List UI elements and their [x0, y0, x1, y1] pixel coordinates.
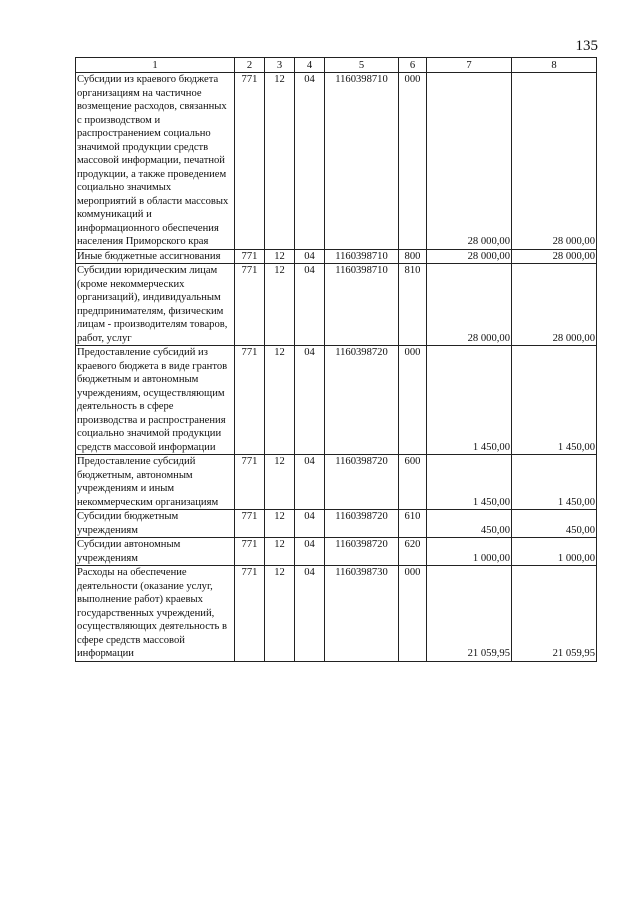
- cell-amount-8: 28 000,00: [512, 264, 597, 346]
- table-row: [76, 538, 597, 566]
- row-name: Субсидии бюджетным учреждениям: [76, 510, 235, 538]
- column-header: 6: [399, 58, 427, 73]
- cell-target-article: 1160398710: [325, 73, 399, 250]
- cell-ministry: 771: [235, 566, 265, 662]
- cell-subsection: 04: [295, 566, 325, 662]
- cell-expense-type: 000: [399, 566, 427, 662]
- row-name: Иные бюджетные ассигнования: [76, 249, 235, 264]
- cell-amount-8: 21 059,95: [512, 566, 597, 662]
- cell-expense-type: 800: [399, 249, 427, 264]
- table-row: [76, 249, 597, 264]
- cell-amount-7: 28 000,00: [427, 264, 512, 346]
- row-name: Субсидии автономным учреждениям: [76, 538, 235, 566]
- cell-expense-type: 000: [399, 73, 427, 250]
- cell-expense-type: 610: [399, 510, 427, 538]
- table-row: [76, 455, 597, 510]
- cell-target-article: 1160398720: [325, 455, 399, 510]
- cell-ministry: 771: [235, 510, 265, 538]
- row-name: Предоставление субсидий бюджетным, автономным учреждениям и иным некоммерческим организациям: [76, 455, 235, 510]
- row-name: Предоставление субсидий из краевого бюджета в виде грантов бюджетным и автономным учреждениям, осуществляющим деятельность в сфере производства и распространения социально значимой продукции средств массовой информации: [76, 346, 235, 455]
- cell-ministry: 771: [235, 264, 265, 346]
- cell-amount-7: 450,00: [427, 510, 512, 538]
- cell-amount-8: 1 450,00: [512, 346, 597, 455]
- table-row: [76, 510, 597, 538]
- cell-subsection: 04: [295, 455, 325, 510]
- cell-amount-7: 28 000,00: [427, 73, 512, 250]
- cell-amount-8: 28 000,00: [512, 249, 597, 264]
- column-header: 1: [76, 58, 235, 73]
- cell-amount-8: 28 000,00: [512, 73, 597, 250]
- cell-section: 12: [265, 249, 295, 264]
- table-row: [76, 346, 597, 455]
- budget-table: [75, 57, 597, 662]
- cell-ministry: 771: [235, 73, 265, 250]
- cell-amount-8: 450,00: [512, 510, 597, 538]
- cell-ministry: 771: [235, 455, 265, 510]
- cell-target-article: 1160398710: [325, 249, 399, 264]
- cell-amount-8: 1 450,00: [512, 455, 597, 510]
- row-name: Расходы на обеспечение деятельности (оказание услуг, выполнение работ) краевых государственных учреждений, осуществляющих деятельность в сфере средств массовой информации: [76, 566, 235, 662]
- cell-subsection: 04: [295, 538, 325, 566]
- table-header-row: [76, 58, 597, 73]
- cell-ministry: 771: [235, 346, 265, 455]
- cell-subsection: 04: [295, 510, 325, 538]
- column-header: 5: [325, 58, 399, 73]
- cell-section: 12: [265, 538, 295, 566]
- cell-subsection: 04: [295, 346, 325, 455]
- row-name: Субсидии из краевого бюджета организациям на частичное возмещение расходов, связанных с производством и распространением социально значимой продукции средств массовой информации, печатной продукции, а также проведением социально значимых мероприятий в области массовых коммуникаций и информационного обеспечения населения Приморского края: [76, 73, 235, 250]
- cell-target-article: 1160398720: [325, 346, 399, 455]
- cell-target-article: 1160398720: [325, 510, 399, 538]
- cell-amount-7: 21 059,95: [427, 566, 512, 662]
- table-row: [76, 566, 597, 662]
- cell-amount-7: 1 450,00: [427, 455, 512, 510]
- cell-amount-7: 1 450,00: [427, 346, 512, 455]
- cell-subsection: 04: [295, 73, 325, 250]
- cell-section: 12: [265, 346, 295, 455]
- cell-expense-type: 000: [399, 346, 427, 455]
- cell-subsection: 04: [295, 264, 325, 346]
- cell-ministry: 771: [235, 249, 265, 264]
- cell-section: 12: [265, 264, 295, 346]
- cell-section: 12: [265, 510, 295, 538]
- cell-section: 12: [265, 566, 295, 662]
- column-header: 3: [265, 58, 295, 73]
- cell-target-article: 1160398710: [325, 264, 399, 346]
- cell-ministry: 771: [235, 538, 265, 566]
- table-row: [76, 73, 597, 250]
- cell-section: 12: [265, 73, 295, 250]
- column-header: 2: [235, 58, 265, 73]
- cell-subsection: 04: [295, 249, 325, 264]
- cell-target-article: 1160398730: [325, 566, 399, 662]
- cell-target-article: 1160398720: [325, 538, 399, 566]
- cell-expense-type: 600: [399, 455, 427, 510]
- page-number: 135: [575, 38, 598, 54]
- row-name: Субсидии юридическим лицам (кроме некоммерческих организаций), индивидуальным предпринимателям, физическим лицам - производителям товаров, работ, услуг: [76, 264, 235, 346]
- cell-amount-7: 1 000,00: [427, 538, 512, 566]
- column-header: 8: [512, 58, 597, 73]
- cell-expense-type: 810: [399, 264, 427, 346]
- table-row: [76, 264, 597, 346]
- cell-section: 12: [265, 455, 295, 510]
- column-header: 7: [427, 58, 512, 73]
- cell-expense-type: 620: [399, 538, 427, 566]
- cell-amount-8: 1 000,00: [512, 538, 597, 566]
- column-header: 4: [295, 58, 325, 73]
- cell-amount-7: 28 000,00: [427, 249, 512, 264]
